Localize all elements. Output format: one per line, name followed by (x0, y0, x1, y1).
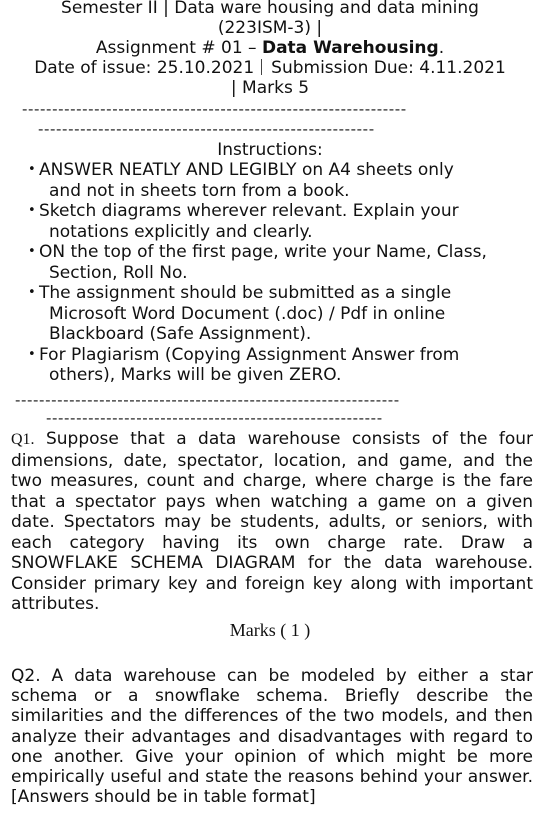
question-1-text: Suppose that a data warehouse consists of the four dimensions, date, spectator, location, and game, and the two measures, count and charge, where charge is the fare that a spectator pays when watching a game on a given date. Spectators may be students, adults, or seniors, with each category having its own charge rate. Draw a SNOWFLAKE SCHEMA DIAGRAM for the data warehouse. Consider primary key and foreign key along with important attributes. (11, 429, 533, 614)
bullet-icon: • (28, 162, 36, 177)
question-1-marks: Marks ( 1 ) (229, 620, 311, 640)
instruction-item (28, 160, 533, 201)
question-1-label: Q1. (11, 431, 35, 448)
bullet-icon: • (28, 285, 36, 300)
instruction-text: The assignment should be submitted as a single (39, 283, 452, 303)
instruction-text-cont: others), Marks will be given ZERO. (49, 365, 342, 385)
bullet-icon: • (28, 203, 36, 218)
instruction-text-cont: Section, Roll No. (49, 262, 188, 283)
instruction-text-cont: notations explicitly and clearly. (49, 221, 313, 242)
instruction-text: For Plagiarism (Copying Assignment Answer from (39, 344, 460, 365)
course-code: (223ISM-3) | (217, 18, 323, 38)
separator-bottom-1: ---------------------------------------------------------------- (15, 392, 400, 408)
separator-top-2: -------------------------------------------------------- (38, 121, 375, 137)
date-divider (261, 59, 262, 75)
instruction-text-cont: Microsoft Word Document (.doc) / Pdf in online Blackboard (Safe Assignment). (49, 303, 446, 344)
instruction-item (28, 283, 533, 345)
instruction-text: ANSWER NEATLY AND LEGIBLY on A4 sheets only (39, 160, 454, 180)
assignment-prefix: Assignment # 01 – (95, 38, 262, 58)
separator-top-1: ---------------------------------------------------------------- (22, 101, 407, 117)
dates-line (0, 58, 540, 79)
instructions-heading: Instructions: (217, 140, 323, 160)
question-1 (11, 429, 533, 615)
bullet-icon: • (28, 244, 36, 259)
question-2: Q2. A data warehouse can be modeled by either a star schema or a snowflake schema. Briefly describe the similarities and the differences of the two models, and then analyze their advantages and disadvantages with regard to one another. Give your opinion of which might be more empirically useful and state the reasons behind your answer. [Answers should be in table format] (11, 666, 533, 808)
instruction-item (28, 201, 533, 242)
bullet-icon: • (28, 346, 36, 362)
instruction-text: Sketch diagrams wherever relevant. Explain your (39, 201, 459, 221)
course-title: Semester II | Data ware housing and data mining (61, 0, 479, 18)
marks-total: | Marks 5 (230, 78, 310, 98)
instructions-list (28, 160, 533, 386)
assignment-title: Data Warehousing (261, 38, 439, 58)
instruction-text-cont: and not in sheets torn from a book. (49, 180, 350, 201)
instruction-item (28, 242, 533, 283)
separator-bottom-2: -------------------------------------------------------- (46, 410, 383, 426)
instruction-item (28, 345, 533, 386)
date-of-issue: Date of issue: 25.10.2021 (34, 58, 255, 78)
submission-due: Submission Due: 4.11.2021 (271, 58, 506, 78)
instruction-text: ON the top of the first page, write your Name, Class, (39, 242, 487, 262)
assignment-title-line (0, 38, 540, 59)
assignment-suffix: . (438, 38, 445, 58)
